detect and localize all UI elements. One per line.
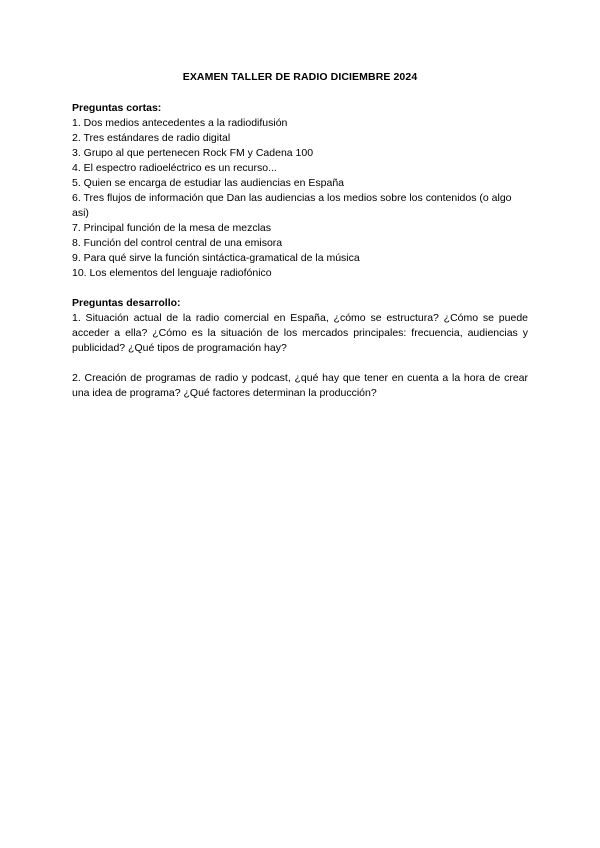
short-questions-list <box>72 116 528 281</box>
short-question-item: 5. Quien se encarga de estudiar las audiencias en España <box>72 177 345 189</box>
short-question-item: 6. Tres flujos de información que Dan las audiencias a los medios sobre los contenidos (o algo asi) <box>72 192 512 219</box>
short-question-item: 8. Función del control central de una emisora <box>72 237 283 249</box>
short-question-item: 1. Dos medios antecedentes a la radiodifusión <box>72 117 288 129</box>
document-body <box>72 101 528 401</box>
essay-questions-heading: Preguntas desarrollo: <box>72 297 181 309</box>
short-questions-heading: Preguntas cortas: <box>72 102 162 114</box>
short-question-item: 9. Para qué sirve la función sintáctica-gramatical de la música <box>72 252 360 264</box>
short-question-item: 3. Grupo al que pertenecen Rock FM y Cadena 100 <box>72 147 314 159</box>
short-question-item: 4. El espectro radioeléctrico es un recurso... <box>72 162 277 174</box>
section-spacer <box>72 281 528 296</box>
short-question-item: 10. Los elementos del lenguaje radiofónico <box>72 267 272 279</box>
short-question-item: 2. Tres estándares de radio digital <box>72 132 231 144</box>
essay-question-item: 1. Situación actual de la radio comercial en España, ¿cómo se estructura? ¿Cómo se puede acceder a ella? ¿Cómo es la situación de los mercados principales: frecuencia, audiencias y publicidad? ¿Qué tipos de programación hay? <box>72 312 528 354</box>
document-title: EXAMEN TALLER DE RADIO DICIEMBRE 2024 <box>182 71 418 83</box>
essay-question-item: 2. Creación de programas de radio y podcast, ¿qué hay que tener en cuenta a la hora de crear una idea de programa? ¿Qué factores determinan la producción? <box>72 372 528 399</box>
short-question-item: 7. Principal función de la mesa de mezclas <box>72 222 272 234</box>
